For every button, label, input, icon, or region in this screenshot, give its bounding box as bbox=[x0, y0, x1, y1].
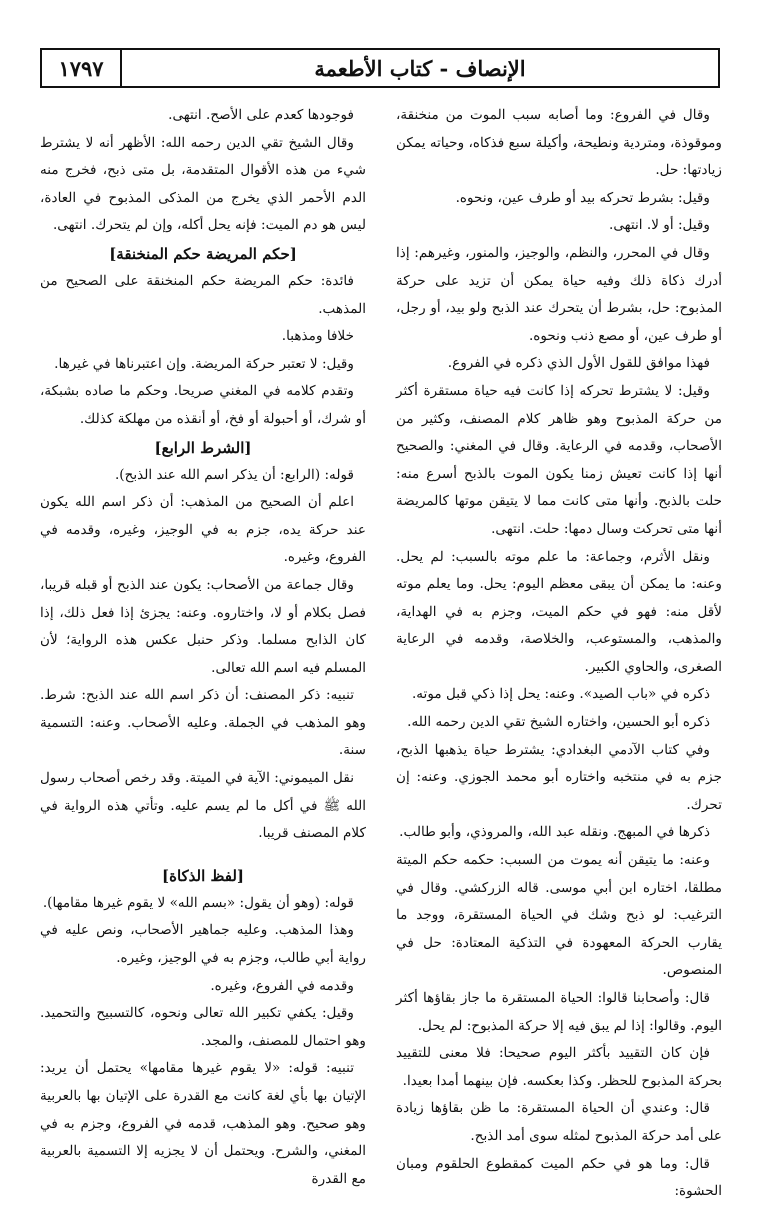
paragraph: فإن كان التقييد بأكثر اليوم صحيحا: فلا معنى للتقييد بحركة المذبوح للحظر. وكذا بعكسه. فإن بينهما أمدا بعيدا. bbox=[396, 1045, 722, 1089]
paragraph: وقدمه في الفروع، وغيره. bbox=[210, 977, 354, 994]
paragraph: فوجودها كعدم على الأصح. انتهى. bbox=[168, 107, 354, 123]
section-heading: [لفظ الذكاة] bbox=[162, 866, 244, 885]
paragraph: قوله: (وهو أن يقول: «بسم الله» لا يقوم غيرها مقامها). bbox=[42, 894, 354, 911]
paragraph: تنبيه: قوله: «لا يقوم غيرها مقامها» يحتمل أن يريد: الإتيان بها بأي لغة كانت مع القدرة على الإتيان بها بالعربية وهو صحيح. وهو المذهب، قدمه في الفروع، وجزم به في المغني، والشرح. ويحتمل أن لا يجزيه إلا التسمية بالعربية مع القدرة bbox=[40, 1060, 366, 1187]
page-header bbox=[40, 48, 720, 88]
running-title: الإنصاف - كتاب الأطعمة bbox=[314, 55, 526, 81]
paragraph: وقال في المحرر، والنظم، والوجيز، والمنور، وغيرهم: إذا أدرك ذكاة ذلك وفيه حياة يمكن أن تزيد على حركة المذبوح: حل، بشرط أن يتحرك عند الذبح ولو بيد، أو رجل، أو طرف عين، أو مصع ذنب ونحوه. bbox=[396, 244, 722, 344]
paragraph: نقل الميموني: الآية في الميتة. وقد رخص أصحاب رسول الله ﷺ في أكل ما لم يسم عليه. وتأتي هذه الرواية في كلام المصنف قريبا. bbox=[40, 770, 366, 842]
paragraph: قال: وأصحابنا قالوا: الحياة المستقرة ما جاز بقاؤها أكثر اليوم. وقالوا: إذا لم يبق فيه إلا حركة المذبوح: لم يحل. bbox=[396, 990, 722, 1034]
paragraph: وقال الشيخ تقي الدين رحمه الله: الأظهر أنه لا يشترط شيء من هذه الأقوال المتقدمة، بل متى ذبح، فخرج منه الدم الأحمر الذي يخرج من المذكى المذبوح في العادة، ليس هو دم الميت: فإنه يحل أكله، وإن لم يتحرك. انتهى. bbox=[40, 134, 366, 234]
paragraph: ذكرها في المبهج. ونقله عبد الله، والمروذي، وأبو طالب. bbox=[399, 824, 710, 841]
paragraph: وقيل: يكفي تكبير الله تعالى ونحوه، كالتسبيح والتحميد. وهو احتمال للمصنف، والمجد. bbox=[40, 1005, 366, 1049]
paragraph: وقال جماعة من الأصحاب: يكون عند الذبح أو قبله قريبا، فصل بكلام أو لا، واختاروه. وعنه: يجزئ إذا فعل ذلك، إذا كان الذابح مسلما. وذكر حنبل عكس هذه الرواية؛ لأن المسلم فيه اسم الله تعالى. bbox=[40, 576, 366, 676]
right-column bbox=[396, 102, 722, 1200]
paragraph: وقيل: بشرط تحركه بيد أو طرف عين، ونحوه. bbox=[455, 189, 710, 206]
paragraph: وقال في الفروع: وما أصابه سبب الموت من منخنقة، وموقوذة، ومتردية ونطيحة، وأكيلة سبع فذكاه، وحياته يمكن زيادتها: حل. bbox=[396, 107, 722, 179]
paragraph: فائدة: حكم المريضة حكم المنخنقة على الصحيح من المذهب. bbox=[40, 272, 366, 317]
paragraph: وتقدم كلامه في المغني صريحا. وحكم ما صاده بشبكة، أو شرك، أو أحبولة أو فخ، أو أنقذه من مهلكة كذلك. bbox=[40, 383, 366, 427]
paragraph: قوله: (الرابع: أن يذكر اسم الله عند الذبح). bbox=[114, 466, 354, 483]
paragraph: وهذا المذهب. وعليه جماهير الأصحاب، ونص عليه في رواية أبي طالب، وجزم به في الوجيز، وغيره. bbox=[40, 922, 366, 967]
paragraph: قال: وما هو في حكم الميت كمقطوع الحلقوم ومبان الحشوة: bbox=[396, 1155, 722, 1200]
paragraph: فهذا موافق للقول الأول الذي ذكره في الفروع. bbox=[447, 355, 710, 372]
paragraph: تنبيه: ذكر المصنف: أن ذكر اسم الله عند الذبح: شرط. وهو المذهب في الجملة. وعليه الأصحاب. وعنه: التسمية سنة. bbox=[40, 687, 366, 759]
paragraph: وقيل: لا تعتبر حركة المريضة. وإن اعتبرناها في غيرها. bbox=[54, 355, 354, 372]
spacer bbox=[40, 848, 366, 862]
paragraph: خلافا ومذهبا. bbox=[281, 328, 354, 345]
left-column bbox=[40, 102, 366, 1187]
paragraph: وقيل: لا يشترط تحركه إذا كانت فيه حياة مستقرة أكثر من حركة المذبوح وهو ظاهر كلام المصنف، وكثير من الأصحاب، وقدمه في الرعاية. وقال في المغني: والصحيح أنها إذا كانت تعيش زمنا يكون الموت بالذبح أسرع منه: حلت بالذبح. وأنها متى كانت مما لا يتيقن موتها كالمريضة أنها متى تحركت وسال دمها: حلت. انتهى. bbox=[396, 382, 722, 537]
section-heading: [حكم المريضة حكم المنخنقة] bbox=[109, 244, 297, 263]
page-number: ١٧٩٧ bbox=[42, 50, 122, 86]
paragraph: ذكره في «باب الصيد». وعنه: يحل إذا ذكي قبل موته. bbox=[411, 686, 710, 703]
paragraph: ونقل الأثرم، وجماعة: ما علم موته بالسبب: لم يحل. وعنه: ما يمكن أن يبقى معظم اليوم: يحل. وما يعلم موته لأقل منه: فهو في حكم الميت، وجزم به في الهداية، والمذهب، والمستوعب، والخلاصة، وقدمه في الرعاية الصغرى، والحاوي الكبير. bbox=[396, 548, 722, 675]
text-columns bbox=[40, 102, 722, 1200]
paragraph: وفي كتاب الآدمي البغدادي: يشترط حياة يذهبها الذبح، جزم به في منتخبه واختاره أبو محمد الجوزي. وعنه: إن تحرك. bbox=[396, 741, 722, 813]
paragraph: وعنه: ما يتيقن أنه يموت من السبب: حكمه حكم الميتة مطلقا، اختاره ابن أبي موسى. قاله الزركشي. وقال في الترغيب: لو ذبح وشك في الحياة المستقرة، ووجد ما يقارب الحركة المعهودة في التذكية المعتادة: حل في المنصوص. bbox=[396, 852, 722, 979]
paragraph: اعلم أن الصحيح من المذهب: أن ذكر اسم الله يكون عند حركة يده، جزم به في الوجيز، وغيره، وقدمه في الفروع، وغيره. bbox=[40, 494, 366, 566]
paragraph: قال: وعندي أن الحياة المستقرة: ما ظن بقاؤها زيادة على أمد حركة المذبوح لمثله سوى أمد الذبح. bbox=[396, 1100, 722, 1144]
section-heading: [الشرط الرابع] bbox=[154, 438, 252, 457]
paragraph: ذكره أبو الحسين، واختاره الشيخ تقي الدين رحمه الله. bbox=[407, 714, 710, 731]
paragraph: وقيل: أو لا. انتهى. bbox=[609, 217, 710, 234]
